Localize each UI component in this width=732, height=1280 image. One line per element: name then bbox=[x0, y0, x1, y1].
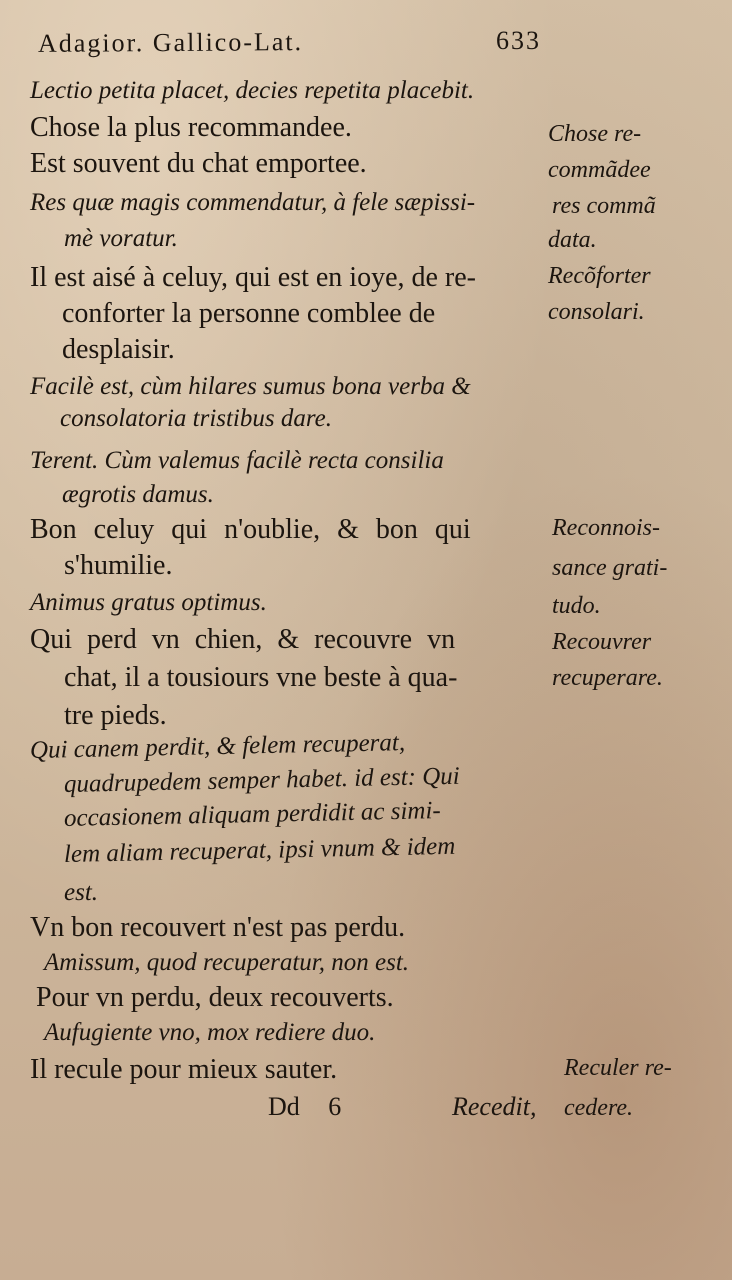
text-line: Il recule pour mieux sauter. bbox=[30, 1054, 338, 1085]
text-line: Qui perd vn chien, & recouvre vn bbox=[30, 624, 456, 655]
text-line: ægrotis damus. bbox=[62, 481, 214, 508]
margin-note: consolari. bbox=[548, 299, 645, 325]
margin-note: Reconnois- bbox=[552, 515, 660, 541]
text-line: est. bbox=[64, 879, 99, 906]
text-line: Terent. Cùm valemus facilè recta consilia bbox=[30, 447, 444, 474]
page-number: 633 bbox=[496, 26, 541, 55]
margin-note: tudo. bbox=[552, 593, 601, 619]
margin-note: Recouvrer bbox=[552, 629, 652, 655]
text-line: Res quæ magis commendatur, à fele sæpissi- bbox=[30, 189, 476, 216]
text-line: Animus gratus optimus. bbox=[30, 589, 267, 616]
text-line: Qui canem perdit, & felem recuperat, bbox=[29, 729, 406, 764]
text-line: Il est aisé à celuy, qui est en ioye, de re- bbox=[30, 262, 477, 293]
text-line: Vn bon recouvert n'est pas perdu. bbox=[30, 912, 406, 943]
text-line: tre pieds. bbox=[64, 700, 167, 731]
text-line: Amissum, quod recuperatur, non est. bbox=[44, 949, 410, 976]
margin-note-continued: cedere. bbox=[564, 1095, 634, 1121]
margin-note: Recõforter bbox=[548, 263, 651, 289]
text-line: s'humilie. bbox=[64, 550, 173, 581]
text-line: mè voratur. bbox=[64, 225, 178, 252]
margin-note: Reculer re- bbox=[564, 1055, 672, 1081]
text-line: consolatoria tristibus dare. bbox=[60, 405, 333, 432]
text-line: Bon celuy qui n'oublie, & bon qui bbox=[30, 514, 471, 545]
margin-note: commãdee bbox=[548, 157, 651, 183]
text-line: Est souvent du chat emportee. bbox=[30, 148, 367, 179]
margin-note: res commã bbox=[552, 193, 656, 219]
margin-note: sance grati- bbox=[552, 555, 668, 581]
signature-mark: Dd 6 bbox=[268, 1092, 342, 1121]
text-line: quadrupedem semper habet. id est: Qui bbox=[63, 762, 460, 798]
text-line: occasionem aliquam perdidit ac simi- bbox=[63, 797, 441, 832]
text-line: Chose la plus recommandee. bbox=[30, 112, 352, 143]
margin-note: recuperare. bbox=[552, 665, 663, 691]
text-line: Lectio petita placet, decies repetita placebit. bbox=[30, 77, 475, 104]
margin-note: Chose re- bbox=[548, 121, 642, 147]
text-line: chat, il a tousiours vne beste à qua- bbox=[64, 662, 458, 693]
text-line: conforter la personne comblee de bbox=[62, 298, 436, 329]
text-line: lem aliam recuperat, ipsi vnum & idem bbox=[63, 832, 456, 868]
text-line: Pour vn perdu, deux recouverts. bbox=[36, 982, 394, 1013]
margin-note: data. bbox=[548, 227, 597, 253]
text-line: desplaisir. bbox=[62, 334, 175, 365]
text-line: Facilè est, cùm hilares sumus bona verba & bbox=[30, 373, 471, 400]
catchword: Recedit, bbox=[452, 1092, 537, 1121]
running-title: Adagior. Gallico-Lat. bbox=[37, 27, 304, 58]
text-line: Aufugiente vno, mox rediere duo. bbox=[44, 1019, 376, 1046]
